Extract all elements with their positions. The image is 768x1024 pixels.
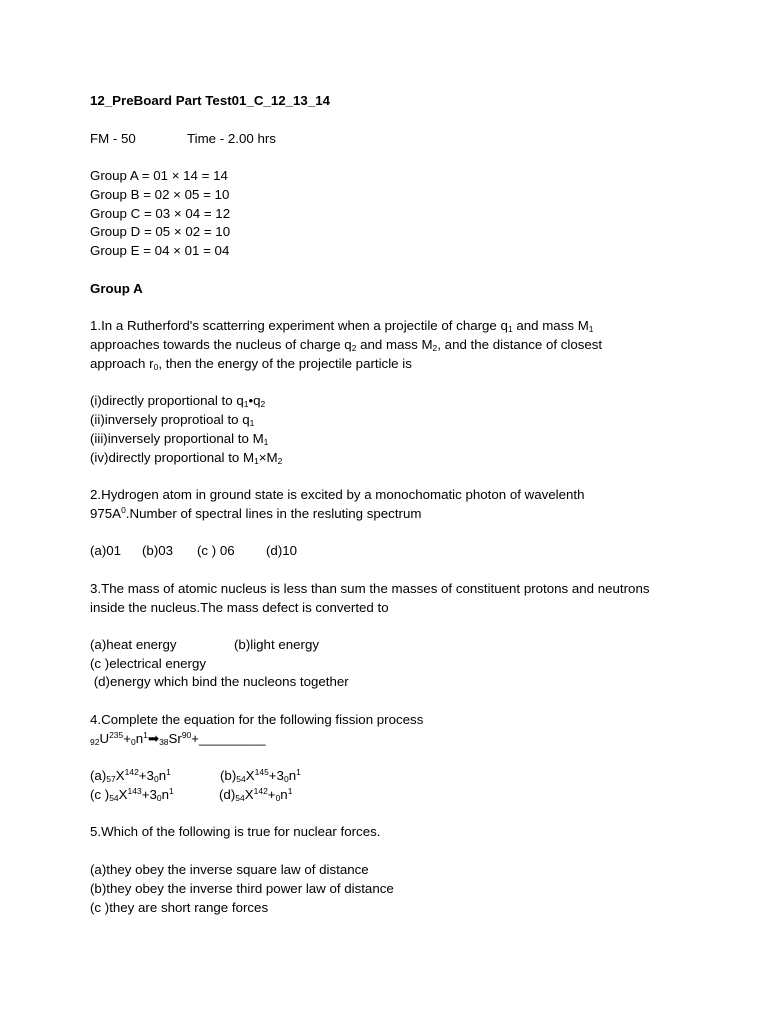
question-5-line: 5.Which of the following is true for nuclear forces. <box>90 824 381 839</box>
option: (d)energy which bind the nucleons together <box>90 674 349 689</box>
option: (b)light energy <box>234 637 319 652</box>
option: (iv)directly proportional to $M_1\times M_2$ <box>90 450 283 466</box>
option: (a)01 <box>90 543 122 558</box>
exam-title: 12_PreBoard Part Test01_C_12_13_14 <box>90 93 330 108</box>
option: (b)03 <box>142 543 174 558</box>
option: (i)directly proportional to $q_1•q_2$ <box>90 393 266 409</box>
question-2-line: $975A^0.Number$ of spectral lines in the resluting spectrum <box>90 505 422 521</box>
group-line: Group D = 05 × 02 = 10 <box>90 224 231 239</box>
option: (ii)inversely proprotioal to $q_1$ <box>90 412 255 428</box>
option: (c )electrical energy <box>90 656 207 671</box>
option: (a)they obey the inverse square law of distance <box>90 862 369 877</box>
option: (c )$_{54}X^{143}+3_0n^1$ <box>90 786 174 803</box>
exam-time: Time - 2.00 hrs <box>187 131 276 146</box>
option: (a)heat energy <box>90 637 177 652</box>
question-1-line: 1.In a Rutherford's scatterring experiment when a projectile of charge $q_1$ and mass $M_1$ <box>90 318 594 334</box>
group-line: Group E = 04 × 01 = 04 <box>90 243 230 258</box>
option: (c )they are short range forces <box>90 900 269 915</box>
question-1-line: approaches towards the nucleus of charge $q_2$ and mass $M_2$, and the distance of closest <box>90 337 603 353</box>
question-3-line: inside the nucleus.The mass defect is converted to <box>90 600 389 615</box>
question-2-line: 2.Hydrogen atom in ground state is excited by a monochomatic photon of wavelenth <box>90 487 585 502</box>
option: $(a)_{57}X^{142}+3_0n^1$ <box>90 767 171 784</box>
group-line: Group B = 02 × 05 = 10 <box>90 187 230 202</box>
option: (d)10 <box>266 543 298 558</box>
option: $(d)_{54}X^{142}+_0n^1$ <box>219 786 293 803</box>
full-marks: FM - 50 <box>90 131 136 146</box>
option: $(b)_{54}X^{145}+3_0n^1$ <box>220 767 301 784</box>
section-heading: Group A <box>90 281 143 296</box>
option: (iii)inversely proportional to $M_1$ <box>90 431 269 447</box>
fission-equation: $_{92}U^{235}+_0n^1➡_{38}Sr^{90}+\_\_\_\_\_\_\_\_\_$ <box>90 730 266 747</box>
group-line: Group C = 03 × 04 = 12 <box>90 206 231 221</box>
option: (c ) 06 <box>197 543 235 558</box>
question-3-line: 3.The mass of atomic nucleus is less than sum the masses of constituent protons and neutrons <box>90 581 650 596</box>
question-4-line: 4.Complete the equation for the following fission process <box>90 712 424 727</box>
option: (b)they obey the inverse third power law of distance <box>90 881 394 896</box>
group-line: Group A = 01 × 14 = 14 <box>90 168 228 183</box>
arrow-icon: ➡ <box>147 731 160 746</box>
question-1-line: approach $r_0$, then the energy of the projectile particle is <box>90 356 412 372</box>
